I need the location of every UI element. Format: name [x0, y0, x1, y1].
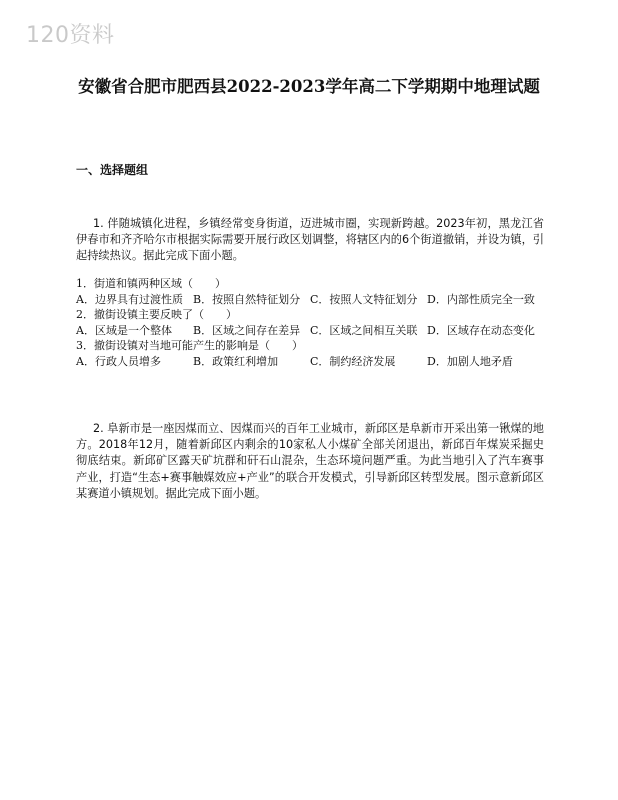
question-3-options	[76, 354, 546, 370]
question-2-option-b: B．区域之间存在差异	[193, 323, 301, 337]
question-1-stem: 1．街道和镇两种区域（ ）	[76, 277, 226, 290]
question-1-options	[76, 292, 546, 308]
question-2-options	[76, 323, 546, 339]
passage-1: 1. 伴随城镇化进程，乡镇经常变身街道，迈进城市圈，实现新跨越。2023年初，黑龙江省伊春市和齐齐哈尔市根据实际需要开展行政区划调整，将辖区内的6个街道撤销，并设为镇，引起持续热议。据此完成下面小题。	[76, 217, 544, 263]
question-3-option-d: D．加剧人地矛盾	[427, 354, 513, 368]
question-2-stem: 2．撤街设镇主要反映了（ ）	[76, 308, 237, 322]
question-3-option-a: A．行政人员增多	[76, 354, 161, 368]
question-2-option-a: A．区域是一个整体	[76, 323, 172, 337]
question-1-option-c: C．按照人文特征划分	[310, 292, 418, 306]
question-1-option-d: D．内部性质完全一致	[427, 292, 535, 306]
question-group-1	[76, 276, 546, 370]
passage-2: 2. 阜新市是一座因煤而立、因煤而兴的百年工业城市，新邱区是阜新市开采出第一锹煤的地方。2018年12月，随着新邱区内剩余的10家私人小煤矿全部关闭退出，新邱百年煤炭采掘史彻底结束。新邱矿区露天矿坑群和矸石山混杂，生态环境问题严重。为此当地引入了汽车赛事产业，打造“生态+赛事触媒效应+产业”的联合开发模式，引导新邱区转型发展。图示意新邱区某赛道小镇规划。据此完成下面小题。	[76, 422, 544, 500]
question-3-option-b: B．政策红利增加	[193, 354, 279, 368]
question-2-option-d: D．区域存在动态变化	[427, 323, 535, 337]
page-title: 安徽省合肥市肥西县2022-2023学年高二下学期期中地理试题	[78, 77, 540, 96]
watermark: 120资料	[26, 23, 115, 48]
question-1-option-b: B．按照自然特征划分	[193, 292, 301, 306]
question-1-option-a: A．边界具有过渡性质	[76, 292, 183, 306]
section-heading: 一、选择题组	[76, 163, 149, 177]
question-2-option-c: C．区域之间相互关联	[310, 323, 418, 337]
question-3-stem: 3．撤街设镇对当地可能产生的影响是（ ）	[76, 339, 303, 353]
question-3-option-c: C．制约经济发展	[310, 354, 396, 368]
